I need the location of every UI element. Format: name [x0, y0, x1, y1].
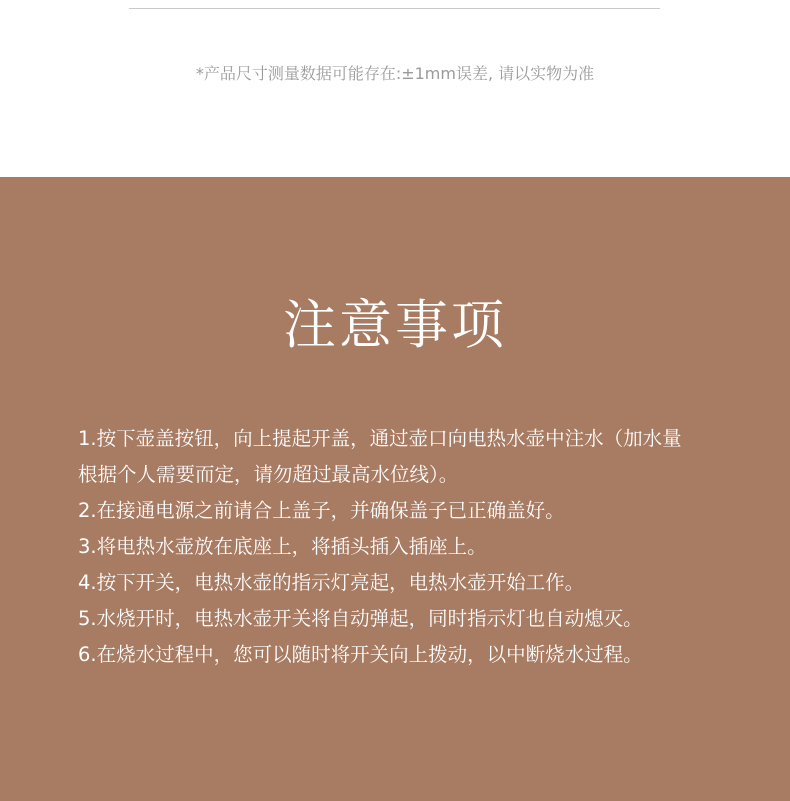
precaution-line: 1.按下壶盖按钮，向上提起开盖，通过壶口向电热水壶中注水（加水量 [78, 427, 682, 450]
precaution-line: 3.将电热水壶放在底座上，将插头插入插座上。 [78, 535, 487, 558]
dimension-note-area [0, 0, 790, 177]
precautions-panel [0, 177, 790, 801]
precautions-title: 注意事项 [283, 295, 507, 356]
divider-line [129, 8, 660, 9]
measurement-disclaimer: *产品尺寸测量数据可能存在:±1mm误差, 请以实物为准 [195, 64, 595, 83]
precautions-list [78, 421, 748, 673]
precaution-line: 4.按下开关，电热水壶的指示灯亮起，电热水壶开始工作。 [78, 571, 585, 594]
precaution-line: 5.水烧开时，电热水壶开关将自动弹起，同时指示灯也自动熄灭。 [78, 607, 643, 630]
precaution-line: 根据个人需要而定，请勿超过最高水位线）。 [78, 463, 459, 486]
precaution-line: 6.在烧水过程中，您可以随时将开关向上拨动，以中断烧水过程。 [78, 643, 643, 666]
precaution-line: 2.在接通电源之前请合上盖子，并确保盖子已正确盖好。 [78, 499, 565, 522]
